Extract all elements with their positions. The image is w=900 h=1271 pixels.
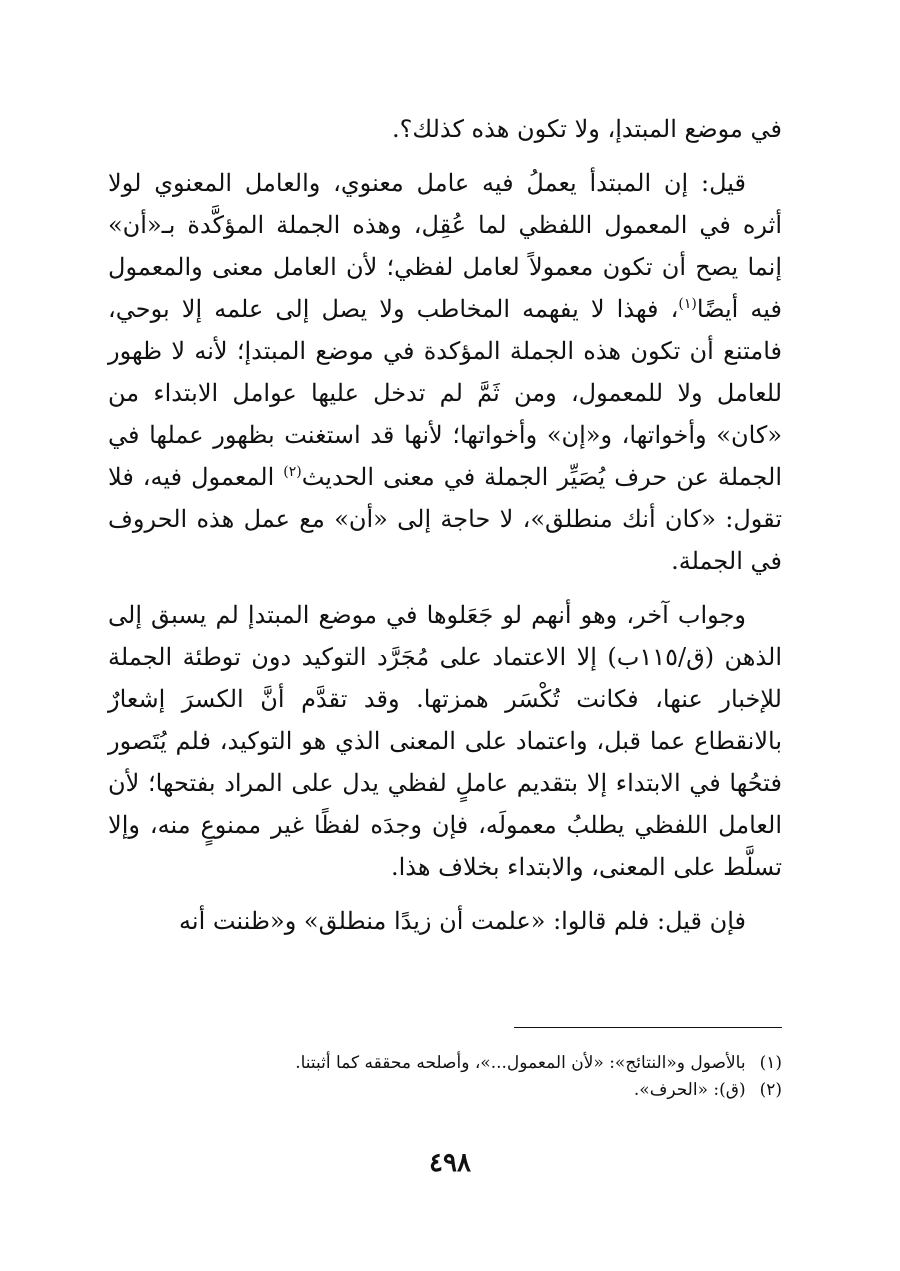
footnote-number: (٢)	[759, 1080, 782, 1100]
footnote-2	[108, 1077, 782, 1104]
footnote-1	[108, 1050, 782, 1077]
footnote-ref-2: (٢)	[283, 464, 302, 480]
footnote-divider	[514, 1027, 782, 1028]
paragraph-continuation	[108, 108, 782, 150]
paragraph-answer	[108, 162, 782, 582]
footnote-ref-1: (١)	[678, 296, 697, 312]
footnote-text: (ق): «الحرف».	[633, 1080, 746, 1100]
paragraph-text: فإن قيل: فلم قالوا: «علمت أن زيدًا منطلق» و«ظننت أنه	[179, 907, 746, 935]
paragraph-second-answer	[108, 594, 782, 888]
paragraph-text: وجواب آخر، وهو أنهم لو جَعَلوها في موضع المبتدإ لم يسبق إلى الذهن (ق/١١٥ب) إلا الاعتماد على مُجَرَّد التوكيد دون توطئة الجملة للإخبار عنها، فكانت تُكْسَر همزتها. وقد تقدَّم أنَّ الكسرَ إشعارٌ بالانقطاع عما قبل، واعتماد على المعنى الذي هو التوكيد، فلم يُتَصور فتحُها في الابتداء إلا بتقديم عاملٍ لفظي يدل على المراد بفتحها؛ لأن العامل اللفظي يطلبُ معمولَه، فإن وجدَه لفظًا غير ممنوعٍ منه، وإلا تسلَّط على المعنى، والابتداء بخلاف هذا.	[108, 601, 783, 881]
paragraph-text: في موضع المبتدإ، ولا تكون هذه كذلك؟.	[392, 115, 782, 143]
footnote-number: (١)	[759, 1053, 782, 1073]
paragraph-text: ، فهذا لا يفهمه المخاطب ولا يصل إلى علمه إلا بوحي، فامتنع أن تكون هذه الجملة المؤكدة في موضع المبتدإ؛ لأنه لا ظهور للعامل ولا للمعمول، ومن ثَمَّ لم تدخل عليها عوامل الابتداء من «كان» وأخواتها، و«إن» وأخواتها؛ لأنها قد استغنت بظهور عملها في الجملة عن حرف يُصَيِّر الجملة في معنى الحديث	[108, 295, 782, 491]
paragraph-text: المعمول فيه، فلا تقول: «كان أنك منطلق»، لا حاجة إلى «أن» مع عمل هذه الحروف في الجملة.	[108, 463, 782, 575]
paragraph-question	[108, 900, 782, 942]
page-body	[108, 108, 782, 942]
footnote-text: بالأصول و«النتائج»: «لأن المعمول...»، وأصلحه محققه كما أثبتنا.	[295, 1053, 746, 1073]
paragraph-text: قيل: إن المبتدأ يعملُ فيه عامل معنوي، والعامل المعنوي لولا أثره في المعمول اللفظي لما عُقِل، وهذه الجملة المؤكَّدة بـ«أن» إنما يصح أن تكون معمولاً لعامل لفظي؛ لأن العامل معنى والمعمول فيه أيضًا	[108, 169, 783, 323]
page-number: ٤٩٨	[429, 1148, 471, 1178]
footnotes	[108, 1050, 782, 1104]
